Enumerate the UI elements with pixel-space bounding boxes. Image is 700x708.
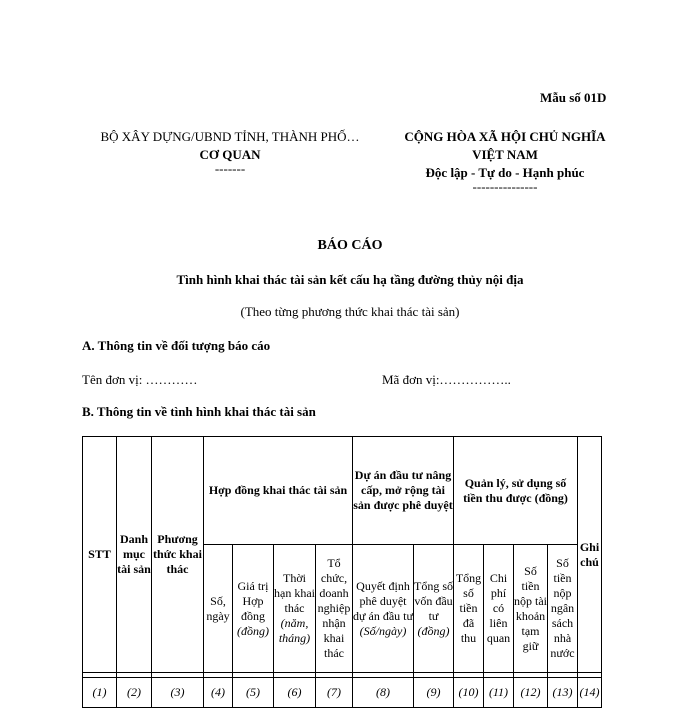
report-table [82, 436, 602, 708]
report-title: BÁO CÁO [317, 238, 383, 253]
motto-separator: --------------- [472, 179, 538, 194]
col-number: (8) [353, 678, 414, 708]
ministry-name: BỘ XÂY DỰNG/UBND TỈNH, THÀNH PHỐ… [100, 129, 360, 144]
col-capital [414, 545, 454, 673]
group-contract: Hợp đồng khai thác tài sản [204, 437, 353, 545]
col-number: (6) [274, 678, 316, 708]
col-number: (7) [316, 678, 353, 708]
col-number: (1) [83, 678, 117, 708]
col-number: (3) [152, 678, 204, 708]
decision-label: Quyết định phê duyệt dự án đầu tư [353, 578, 413, 623]
national-title-line1: CỘNG HÒA XÃ HỘI CHỦ NGHĨA [404, 129, 606, 144]
col-term [274, 545, 316, 673]
term-label: Thời hạn khai thác [274, 571, 315, 615]
col-decision [353, 545, 414, 673]
issuing-agency-header [80, 128, 380, 174]
col-note: Ghi chú [578, 437, 602, 673]
col-budget: Số tiền nộp ngân sách nhà nước [548, 545, 578, 673]
col-org-receiver: Tổ chức, doanh nghiệp nhận khai thác [316, 545, 353, 673]
col-number: (9) [414, 678, 454, 708]
col-number: (10) [454, 678, 484, 708]
col-expense: Chi phí có liên quan [484, 545, 514, 673]
group-project: Dự án đầu tư nâng cấp, mở rộng tài sản được phê duyệt [353, 437, 454, 545]
agency-separator: ------- [214, 161, 246, 176]
col-custody: Số tiền nộp tài khoản tạm giữ [514, 545, 548, 673]
national-header [360, 128, 650, 192]
col-method: Phương thức khai thác [152, 437, 204, 673]
col-number: (2) [117, 678, 152, 708]
report-subtitle-note: (Theo từng phương thức khai thác tài sản) [240, 304, 460, 319]
col-contract-number: Số, ngày [204, 545, 233, 673]
contract-value-unit: (đồng) [237, 623, 269, 638]
capital-label: Tổng số vốn đầu tư [414, 578, 453, 623]
national-motto: Độc lập - Tự do - Hạnh phúc [425, 165, 585, 180]
col-contract-value [233, 545, 274, 673]
column-number-row [83, 678, 602, 708]
section-b-heading: B. Thông tin về tình hình khai thác tài sản [82, 404, 316, 419]
report-subtitle: Tình hình khai thác tài sản kết cấu hạ tầng đường thủy nội địa [176, 272, 524, 287]
group-revenue: Quản lý, sử dụng số tiền thu được (đồng) [454, 437, 578, 545]
col-number: (12) [514, 678, 548, 708]
decision-unit: (Số/ngày) [359, 623, 407, 638]
col-number: (13) [548, 678, 578, 708]
national-title-line2: VIỆT NAM [472, 147, 538, 162]
col-number: (11) [484, 678, 514, 708]
section-a-heading: A. Thông tin về đối tượng báo cáo [82, 338, 271, 353]
col-number: (5) [233, 678, 274, 708]
col-asset-list: Danh mục tài sản [117, 437, 152, 673]
agency-name: CƠ QUAN [199, 147, 261, 162]
unit-name-field: Tên đơn vị: ………… [82, 372, 198, 387]
form-number: Mẫu số 01D [540, 90, 607, 105]
col-number: (14) [578, 678, 602, 708]
unit-code-field: Mã đơn vị:…………….. [382, 372, 511, 387]
col-total-collected: Tổng số tiền đã thu [454, 545, 484, 673]
term-unit: (năm, tháng) [278, 616, 311, 645]
col-stt: STT [83, 437, 117, 673]
capital-unit: (đồng) [417, 623, 450, 638]
col-number: (4) [204, 678, 233, 708]
contract-value-label: Giá trị Hợp đồng [237, 578, 269, 623]
